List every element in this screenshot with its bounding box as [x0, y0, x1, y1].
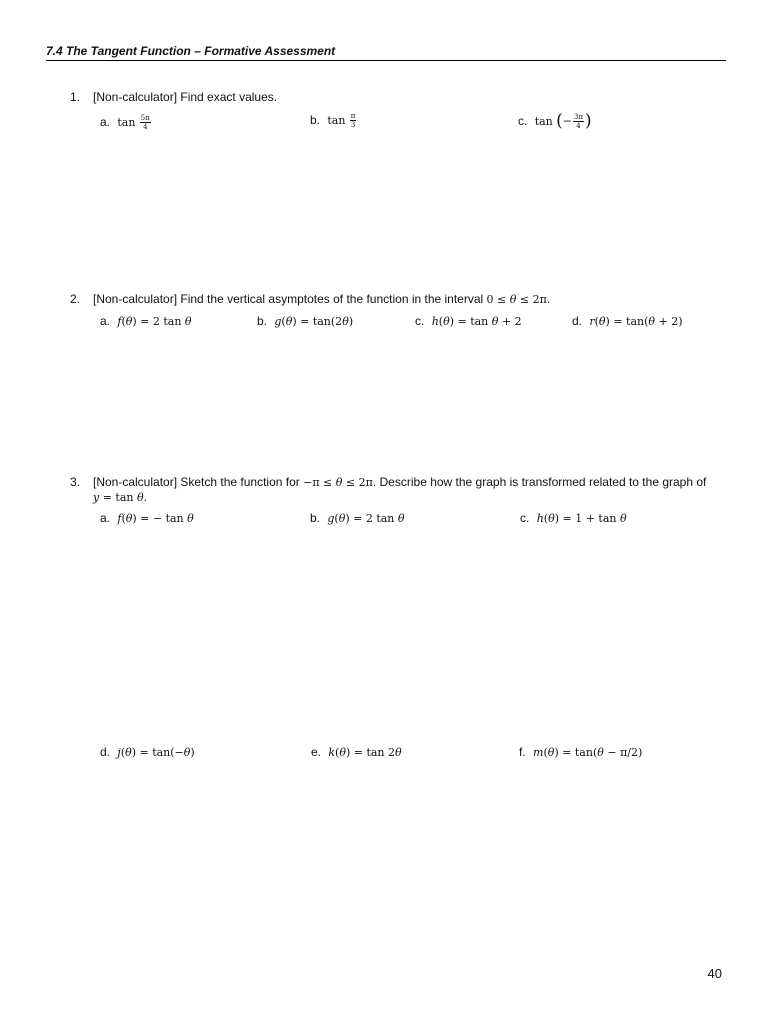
question-3-part-b	[310, 511, 405, 526]
part-label: b.	[310, 511, 321, 525]
question-1-part-b	[310, 112, 357, 129]
part-label: c.	[518, 113, 528, 128]
question-2-part-b	[257, 314, 353, 329]
function-expression: g(θ) = 2 tan θ	[327, 512, 405, 525]
function-expression: g(θ) = tan(2θ)	[274, 315, 354, 328]
question-1-part-c	[518, 113, 592, 130]
numerator: 3π	[573, 113, 584, 121]
question-1-part-a	[100, 114, 152, 131]
page-number: 40	[707, 966, 722, 981]
function-expression: f(θ) = 2 tan θ	[117, 315, 192, 328]
page-title: 7.4 The Tangent Function – Formative Assessment	[46, 44, 726, 61]
numerator: 5π	[140, 114, 150, 122]
fraction	[140, 114, 151, 131]
question-2-part-d	[572, 314, 683, 329]
part-label: c.	[520, 511, 530, 525]
part-label: c.	[415, 314, 425, 328]
denominator: 4	[576, 122, 581, 130]
interval: −π ≤ θ ≤ 2π	[303, 476, 373, 489]
numerator: π	[350, 112, 356, 120]
function-name: tan	[327, 113, 346, 127]
function-expression: k(θ) = tan 2θ	[328, 746, 402, 759]
question-prompt-continued: . Describe how the graph is transformed related to the graph of	[372, 475, 707, 489]
part-label: d.	[100, 745, 111, 759]
minus-sign: −	[562, 114, 572, 128]
question-3	[70, 475, 730, 507]
interval: 0 ≤ θ ≤ 2π	[486, 293, 547, 306]
question-prompt-line	[93, 292, 550, 307]
question-2-part-c	[415, 314, 522, 329]
function-name: tan	[117, 115, 136, 129]
question-3-part-f	[519, 745, 642, 760]
question-3-part-e	[311, 745, 402, 760]
part-label: b.	[257, 314, 268, 328]
part-label: a.	[100, 511, 111, 525]
part-label: a.	[100, 314, 111, 328]
question-prompt: [Non-calculator] Sketch the function for	[93, 475, 304, 489]
function-name: tan	[534, 114, 553, 128]
function-expression: h(θ) = tan θ + 2	[431, 315, 522, 328]
question-2	[70, 292, 730, 308]
denominator: 4	[143, 123, 148, 131]
fraction	[350, 112, 357, 129]
denominator: 3	[350, 121, 356, 129]
part-label: f.	[519, 745, 526, 759]
question-1	[70, 90, 710, 106]
right-paren: )	[585, 111, 592, 131]
part-label: a.	[100, 114, 111, 129]
punctuation: .	[546, 292, 551, 306]
question-3-part-c	[520, 511, 627, 526]
function-expression: h(θ) = 1 + tan θ	[536, 512, 627, 525]
question-prompt-line	[93, 475, 713, 505]
part-label: b.	[310, 112, 321, 127]
punctuation: .	[143, 490, 147, 504]
question-number: 1.	[70, 90, 81, 104]
part-label: d.	[572, 314, 583, 328]
reference-function: y = tan θ	[93, 491, 144, 504]
question-number: 2.	[70, 292, 81, 306]
question-3-part-d	[100, 745, 195, 760]
question-prompt: [Non-calculator] Find the vertical asymptotes of the function in the interval	[93, 292, 487, 306]
function-expression: m(θ) = tan(θ − π/2)	[533, 746, 643, 759]
question-prompt: [Non-calculator] Find exact values.	[93, 90, 278, 104]
question-2-part-a	[100, 314, 192, 329]
function-expression: r(θ) = tan(θ + 2)	[589, 315, 683, 328]
part-label: e.	[311, 745, 322, 759]
left-paren: (	[556, 111, 563, 131]
function-expression: f(θ) = − tan θ	[117, 512, 194, 525]
function-expression: j(θ) = tan(−θ)	[117, 746, 195, 759]
fraction	[573, 113, 584, 130]
question-3-part-a	[100, 511, 194, 526]
question-number: 3.	[70, 475, 81, 489]
